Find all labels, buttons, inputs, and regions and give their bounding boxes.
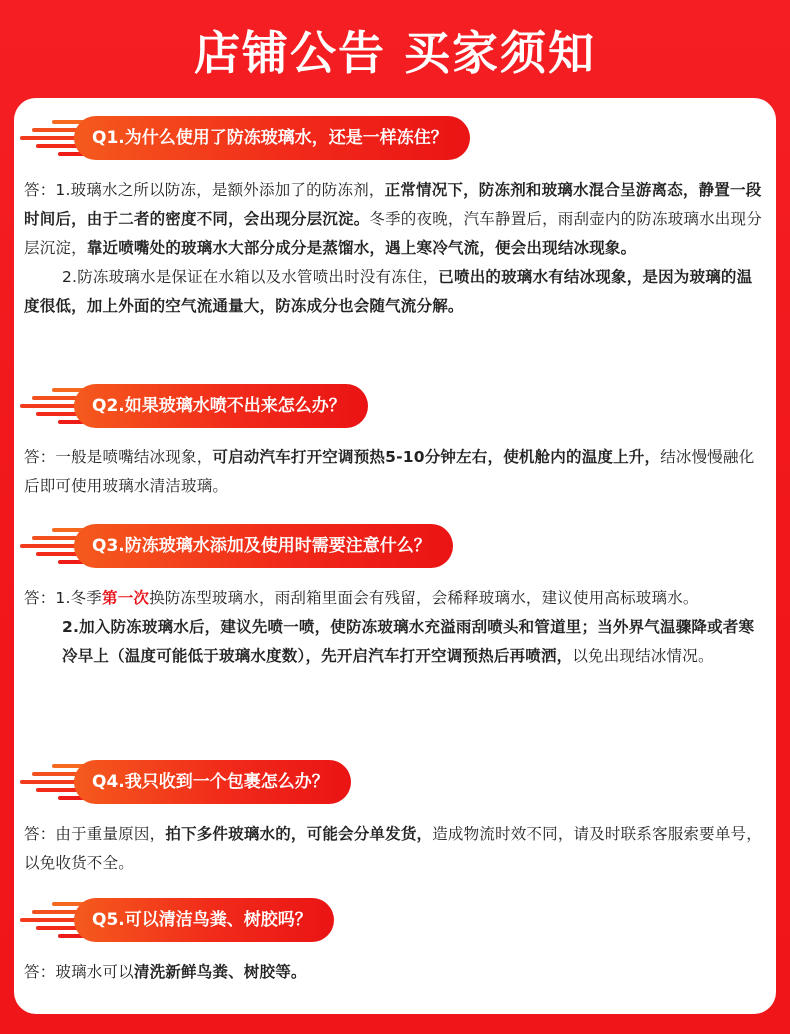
answer-text: 以免出现结冰情况。 — [572, 647, 714, 665]
answer-q1-p2 — [24, 263, 764, 321]
answer-text: 冬季的夜晚，汽车静置后，雨刮壶内的防冻玻璃水出现分层沉淀， — [24, 210, 762, 257]
question-header-q5 — [14, 898, 534, 942]
answer-text: 答：一般是喷嘴结冰现象， — [24, 448, 213, 466]
answer-text: 换防冻型玻璃水，雨刮箱里面会有残留，会稀释玻璃水，建议使用高标玻璃水。 — [149, 589, 699, 607]
answer-q3-p2 — [24, 613, 764, 671]
answer-text: 答：由于重量原因， — [24, 825, 166, 843]
answer-q4-p1 — [24, 820, 764, 878]
answer-bold-text: 正常情况下，防冻剂和玻璃水混合呈游离态，静置一段时间后，由于二者的密度不同，会出现分层沉淀。 — [24, 181, 762, 228]
answer-q3 — [24, 584, 764, 671]
question-label-q2: Q2.如果玻璃水喷不出来怎么办？ — [74, 384, 368, 428]
question-header-q4 — [14, 760, 534, 804]
answer-q3-p1 — [24, 584, 764, 613]
question-label-q1: Q1.为什么使用了防冻玻璃水，还是一样冻住？ — [74, 116, 470, 160]
question-header-q3 — [14, 524, 534, 568]
notice-card — [14, 98, 776, 1014]
answer-bold-text: 当外界气温骤降或者寒冷早上（温度可能低于玻璃水度数），先开启汽车打开空调预热后再喷洒， — [62, 618, 755, 665]
answer-q2 — [24, 443, 764, 501]
answer-bold-text: 可启动汽车打开空调预热5-10分钟左右，使机舱内的温度上升， — [212, 448, 661, 466]
answer-bold-text: 靠近喷嘴处的玻璃水大部分成分是蒸馏水，遇上寒冷气流，便会出现结冰现象。 — [86, 239, 637, 257]
answer-text: 答：玻璃水可以 — [24, 963, 134, 981]
answer-q2-p1 — [24, 443, 764, 501]
answer-q4 — [24, 820, 764, 878]
question-label-q5: Q5.可以清洁鸟粪、树胶吗？ — [74, 898, 334, 942]
answer-text: 结冰慢慢融化后即可使用玻璃水清洁玻璃。 — [24, 448, 755, 495]
answer-text: 2.防冻玻璃水是保证在水箱以及水管喷出时没有冻住， — [62, 268, 439, 286]
answer-bold-text: 已喷出的玻璃水有结冰现象，是因为玻璃的温度很低，加上外面的空气流通量大，防冻成分也会随气流分解。 — [24, 268, 753, 315]
page-title: 店铺公告 买家须知 — [193, 26, 596, 80]
question-header-q1 — [14, 116, 534, 160]
question-header-q2 — [14, 384, 534, 428]
answer-bold-text: 拍下多件玻璃水的，可能会分单发货， — [165, 825, 433, 843]
answer-q5-p1 — [24, 958, 764, 987]
answer-text: 造成物流时效不同，请及时联系客服索要单号，以免收货不全。 — [24, 825, 762, 872]
answer-bold-text: 2.加入防冻玻璃水后，建议先喷一喷，使防冻玻璃水充溢雨刮喷头和管道里； — [62, 618, 598, 636]
highlight-text: 第一次 — [102, 589, 150, 607]
question-label-q3: Q3.防冻玻璃水添加及使用时需要注意什么？ — [74, 524, 453, 568]
question-label-q4: Q4.我只收到一个包裹怎么办？ — [74, 760, 351, 804]
answer-text: 答：1.玻璃水之所以防冻，是额外添加了的防冻剂， — [24, 181, 385, 199]
answer-bold-text: 清洗新鲜鸟粪、树胶等。 — [133, 963, 307, 981]
answer-q5 — [24, 958, 764, 987]
answer-q1-p1 — [24, 176, 764, 263]
answer-q1 — [24, 176, 764, 321]
answer-text: 答：1.冬季 — [24, 589, 102, 607]
